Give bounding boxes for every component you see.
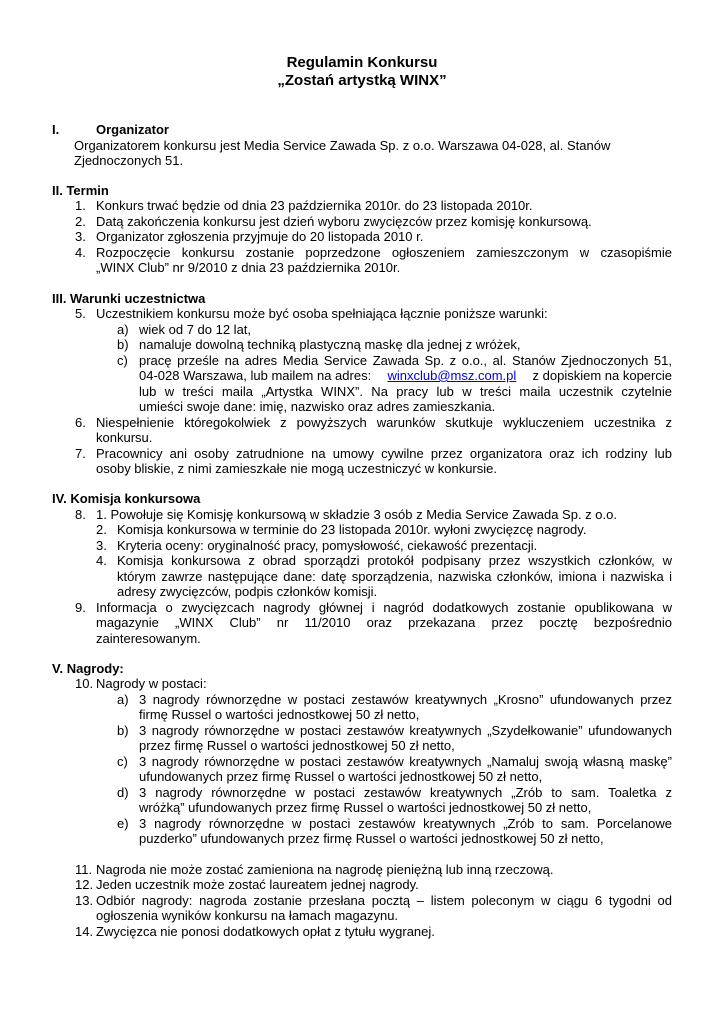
prize-letter: d) (117, 785, 129, 800)
sub-item: Komisja konkursowa w terminie do 23 listopada 2010r. wyłoni zwycięzcę nagrody. (117, 522, 587, 537)
prize-item-cont: firmę Russel o wartości jednostkowej 50 zł netto, (139, 707, 420, 722)
list-number: 13. (75, 893, 94, 908)
email-link[interactable]: winxclub@msz.com.pl (387, 368, 517, 383)
prize-letter: e) (117, 816, 129, 831)
sub-item-text: z dopiskiem na kopercie (532, 368, 672, 383)
list-number: 3. (75, 229, 86, 244)
list-item: Nagrody w postaci: (96, 676, 207, 691)
section-1-text: Organizatorem konkursu jest Media Service Zawada Sp. z o.o. Warszawa 04-028, al. Stanów (74, 138, 611, 153)
prize-item-cont: wróżką” ufundowanych przez firmę Russel o wartości jednostkowej 50 zł netto, (139, 800, 592, 815)
list-number: 4. (75, 245, 86, 260)
list-number: 2. (75, 214, 86, 229)
list-item-cont: konkursu. (96, 430, 153, 445)
list-item: Informacja o zwycięzcach nagrody głównej i nagród dodatkowych zostanie opublikowana w (96, 600, 672, 615)
list-item-cont: magazynie „WINX Club” nr 11/2010 oraz przekazana przez pocztę bezpośrednio (96, 615, 672, 630)
list-item: Pracownicy ani osoby zatrudnione na umowy cywilne przez organizatora oraz ich rodziny lub (96, 446, 672, 461)
sub-item-cont: lub w treści maila „Artystka WINX”. Na pracy lub w treści maila uczestnik czytelnie (139, 384, 672, 399)
sub-item: wiek od 7 do 12 lat, (139, 322, 252, 337)
prize-item: 3 nagrody równorzędne w postaci zestawów kreatywnych „Szydełkowanie” ufundowanych (139, 723, 672, 738)
prize-item-cont: puzderko” ufundowanych przez firmę Russel o wartości jednostkowej 50 zł netto, (139, 831, 604, 846)
sub-item: pracę prześle na adres Media Service Zawada Sp. z o.o., al. Stanów Zjednoczonych 51, (139, 353, 672, 368)
list-number: 5. (75, 306, 86, 321)
sub-letter: c) (117, 353, 128, 368)
list-item-cont: zainteresowanym. (96, 631, 201, 646)
list-item: 1. Powołuje się Komisję konkursową w składzie 3 osób z Media Service Zawada Sp. z o.o. (96, 507, 617, 522)
list-number: 6. (75, 415, 86, 430)
sub-item: Kryteria oceny: oryginalność pracy, pomysłowość, ciekawość prezentacji. (117, 538, 538, 553)
sub-item-cont: którym zawrze następujące dane: datę sporządzenia, nazwiska członków, imiona i nazwiska i (117, 569, 672, 584)
list-item: Uczestnikiem konkursu może być osoba spełniająca łącznie poniższe warunki: (96, 306, 548, 321)
sub-number: 3. (96, 538, 107, 553)
section-2-heading: II. Termin (52, 183, 109, 198)
list-item: Datą zakończenia konkursu jest dzień wyboru zwycięzców przez komisję konkursową. (96, 214, 592, 229)
sub-item-text: 04-028 Warszawa, lub mailem na adres: (139, 368, 372, 383)
section-1-number: I. (52, 122, 60, 137)
prize-item: 3 nagrody równorzędne w postaci zestawów kreatywnych „Namaluj swoją własną maskę” (139, 754, 672, 769)
sub-item: namaluje dowolną techniką plastyczną maskę dla jednej z wróżek, (139, 337, 521, 352)
list-item-cont: ogłoszenia wyników konkursu na łamach magazynu. (96, 908, 399, 923)
list-number: 1. (75, 198, 86, 213)
list-number: 7. (75, 446, 86, 461)
list-number: 11. (75, 862, 93, 877)
sub-letter: b) (117, 337, 129, 352)
list-number: 12. (75, 877, 94, 892)
prize-item-cont: ufundowanych przez firmę Russel o wartości jednostkowej 50 zł netto, (139, 769, 543, 784)
sub-number: 4. (96, 553, 107, 568)
document-subtitle: „Zostań artystką WINX” (277, 72, 447, 89)
sub-item-cont: umieści swoje dane: imię, nazwisko oraz adres zamieszkania. (139, 399, 496, 414)
sub-number: 2. (96, 522, 107, 537)
sub-item-email-line (139, 368, 672, 383)
section-1-heading: Organizator (96, 122, 169, 137)
section-3-heading: III. Warunki uczestnictwa (52, 291, 206, 306)
prize-letter: c) (117, 754, 128, 769)
sub-item: Komisja konkursowa z obrad sporządzi protokół podpisany przez wszystkich członków, w (117, 553, 672, 568)
list-item: Zwycięzca nie ponosi dodatkowych opłat z tytułu wygranej. (96, 924, 435, 939)
section-1-text-cont: Zjednoczonych 51. (74, 153, 184, 168)
list-item: Konkurs trwać będzie od dnia 23 października 2010r. do 23 listopada 2010r. (96, 198, 533, 213)
section-4-heading: IV. Komisja konkursowa (52, 491, 201, 506)
sub-item-cont: adresy zwycięzców, podpis członków komisji. (117, 584, 378, 599)
list-item: Odbiór nagrody: nagroda zostanie przesłana pocztą – listem poleconym w ciągu 6 tygodni od (96, 893, 672, 908)
section-5-heading: V. Nagrody: (52, 661, 124, 676)
list-number: 10. (75, 676, 94, 691)
prize-item: 3 nagrody równorzędne w postaci zestawów kreatywnych „Zrób to sam. Toaletka z (139, 785, 672, 800)
list-number: 9. (75, 600, 86, 615)
prize-letter: a) (117, 692, 129, 707)
prize-item: 3 nagrody równorzędne w postaci zestawów kreatywnych „Zrób to sam. Porcelanowe (139, 816, 672, 831)
prize-letter: b) (117, 723, 129, 738)
prize-item-cont: przez firmę Russel o wartości jednostkowej 50 zł netto, (139, 738, 455, 753)
list-item: Nagroda nie może zostać zamieniona na nagrodę pieniężną lub inną rzeczową. (96, 862, 554, 877)
document-title: Regulamin Konkursu (286, 54, 438, 71)
list-item: Niespełnienie któregokolwiek z powyższych warunków skutkuje wykluczeniem uczestnika z (96, 415, 672, 430)
list-number: 14. (75, 924, 94, 939)
list-item: Jeden uczestnik może zostać laureatem jednej nagrody. (96, 877, 419, 892)
sub-letter: a) (117, 322, 129, 337)
list-item: Organizator zgłoszenia przyjmuje do 20 listopada 2010 r. (96, 229, 424, 244)
list-item: Rozpoczęcie konkursu zostanie poprzedzone ogłoszeniem zamieszczonym w czasopiśmie (96, 245, 672, 260)
list-item-cont: osoby bliskie, z nimi zamieszkałe nie mogą uczestniczyć w konkursie. (96, 461, 497, 476)
list-number: 8. (75, 507, 86, 522)
prize-item: 3 nagrody równorzędne w postaci zestawów kreatywnych „Krosno” ufundowanych przez (139, 692, 672, 707)
list-item-cont: „WINX Club” nr 9/2010 z dnia 23 października 2010r. (96, 260, 401, 275)
